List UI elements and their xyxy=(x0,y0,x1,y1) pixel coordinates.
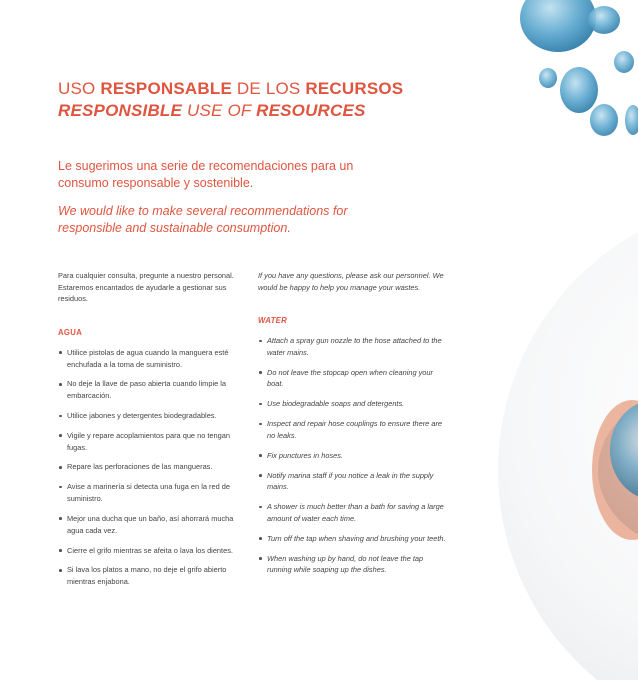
contact-note: Para cualquier consulta, pregunte a nuestro personal. Estaremos encantados de ayudarle a gestionar sus residuos. xyxy=(58,271,234,304)
list-item: Avise a marinería si detecta una fuga en la red de suministro. xyxy=(58,481,246,504)
water-drop xyxy=(539,68,557,88)
list-item: Vigile y repare acoplamientos para que no tengan fugas. xyxy=(58,430,246,453)
english-column xyxy=(258,270,446,584)
water-drop xyxy=(520,0,596,52)
list-item: Turn off the tap when shaving and brushing your teeth. xyxy=(258,533,446,545)
intro-english: We would like to make several recommendations for responsible and sustainable consumption. xyxy=(58,204,348,235)
list-item: Utilice jabones y detergentes biodegradables. xyxy=(58,410,246,422)
list-item: Repare las perforaciones de las mangueras. xyxy=(58,461,246,473)
list-item: Utilice pistolas de agua cuando la manguera esté enchufada a la toma de suministro. xyxy=(58,347,246,370)
list-item: Use biodegradable soaps and detergents. xyxy=(258,398,446,410)
recommendation-list xyxy=(58,347,246,588)
recommendation-list xyxy=(258,335,446,576)
water-drop xyxy=(625,105,638,135)
list-item: Cierre el grifo mientras se afeita o lava los dientes. xyxy=(58,545,246,557)
water-drop xyxy=(588,6,620,34)
intro-spanish: Le sugerimos una serie de recomendaciones para un consumo responsable y sostenible. xyxy=(58,159,354,190)
section-heading: WATER xyxy=(258,316,288,326)
list-item: A shower is much better than a bath for saving a large amount of water each time. xyxy=(258,501,446,524)
list-item: Do not leave the stopcap open when cleaning your boat. xyxy=(258,367,446,390)
list-item: Attach a spray gun nozzle to the hose attached to the water mains. xyxy=(258,335,446,358)
spanish-column xyxy=(58,270,246,596)
list-item: When washing up by hand, do not leave the tap running while soaping up the dishes. xyxy=(258,553,446,576)
contact-note: If you have any questions, please ask our personnel. We would be happy to help you manage your wastes. xyxy=(258,271,444,292)
title-english: RESPONSIBLE USE OF RESOURCES xyxy=(58,101,366,120)
water-drop xyxy=(614,51,634,73)
list-item: Notify marina staff if you notice a leak in the supply mains. xyxy=(258,470,446,493)
list-item: No deje la llave de paso abierta cuando limpie la embarcación. xyxy=(58,378,246,401)
page-title xyxy=(58,78,403,122)
section-heading: AGUA xyxy=(58,328,83,338)
list-item: Inspect and repair hose couplings to ensure there are no leaks. xyxy=(258,418,446,441)
list-item: Mejor una ducha que un baño, así ahorrará mucha agua cada vez. xyxy=(58,513,246,536)
list-item: Si lava los platos a mano, no deje el grifo abierto mientras enjabona. xyxy=(58,564,246,587)
water-drop xyxy=(560,67,598,113)
water-drop xyxy=(590,104,618,136)
list-item: Fix punctures in hoses. xyxy=(258,450,446,462)
title-spanish: USO RESPONSABLE DE LOS RECURSOS xyxy=(58,79,404,98)
